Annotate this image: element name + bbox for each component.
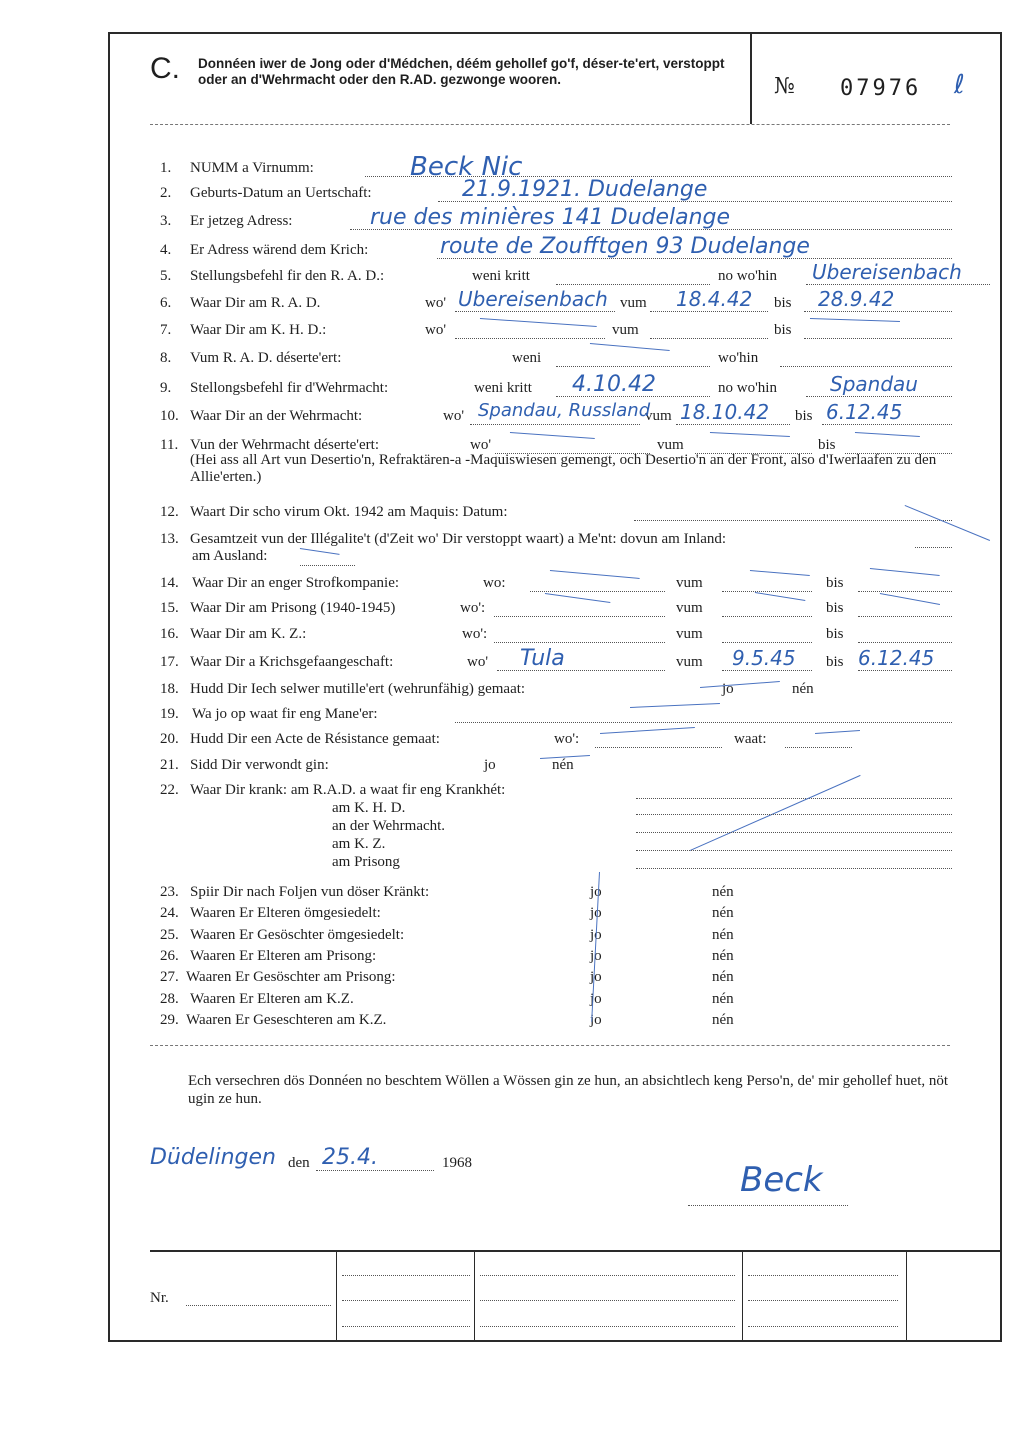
field-label: Hudd Dir Iech selwer mutille'ert (wehrunfähig) gemaat: [190,681,526,697]
field-label-continued: am Ausland: [192,548,268,564]
date-dotted-line [316,1170,434,1171]
field-label: Vun der Wehrmacht déserte'ert: [190,437,379,453]
field-sublabel: wo' [443,408,465,424]
header-divider [750,34,752,124]
field-number: 26. [160,948,179,964]
footer-col-divider [742,1250,743,1340]
field-dotted-line [858,591,952,592]
footer-dots [748,1300,898,1301]
field-dotted-line [806,284,990,285]
field-label: Waar Dir am K. H. D.: [190,322,327,338]
field-number: 2. [160,185,172,201]
field-sublabel: nén [712,1012,734,1028]
field-sublabel: wo'hin [718,350,759,366]
field-dotted-line [676,424,790,425]
field-sublabel: bis [774,295,792,311]
field-number: 14. [160,575,179,591]
declaration-text: Ech versechren dös Donnéen no beschtem Wöllen a Wössen gin ze hun, an absichtlech keng Perso'n, de' mir gehollef huet, nöt ugin ze hun. [188,1073,949,1107]
field-label: Vum R. A. D. déserte'ert: [190,350,342,366]
field-sublabel: nén [712,884,734,900]
field-number: 18. [160,681,179,697]
field-dotted-line [634,520,952,521]
handwritten-initial: ℓ [954,70,965,100]
field-sublabel: vum [645,408,672,424]
field-sublabel: am K. H. D. [332,800,406,816]
field-sublabel: wo': [462,626,488,642]
field-number: 21. [160,757,179,773]
field-dotted-line [636,798,952,799]
field-dotted-line [470,424,640,425]
nr-dotted-line [186,1305,331,1306]
field-sublabel: no wo'hin [718,268,777,284]
field-dotted-line [785,747,852,748]
field-label: Waar Dir am K. Z.: [190,626,307,642]
field-label: Waar Dir krank: am R.A.D. a waat fir eng Krankhét: [190,782,506,798]
handwritten-entry: Spandau, Russland [478,400,651,421]
field-sublabel: vum [676,626,703,642]
field-number: 28. [160,991,179,1007]
field-sublabel: jo [590,927,602,943]
field-number: 22. [160,782,179,798]
field-number: 7. [160,322,172,338]
field-label: Waart Dir scho virum Okt. 1942 am Maquis: Datum: [190,504,508,520]
field-dotted-line [455,338,605,339]
field-label: Spiir Dir nach Foljen vun döser Kränkt: [190,884,430,900]
field-note: (Hei ass all Art vun Desertio'n, Refraktären-a -Maquiswiesen gemengt, och Desertio'n an der Front, also d'Iwerlaafen zu den Allie'erten.) [190,452,937,485]
footer-col-divider [474,1250,475,1340]
handwritten-entry: 28.9.42 [818,287,895,311]
field-dotted-line [556,366,710,367]
field-number: 29. [160,1012,179,1028]
field-sublabel: bis [826,626,844,642]
field-sublabel: wo' [425,322,447,338]
field-sublabel: wo' [470,437,492,453]
field-sublabel: am K. Z. [332,836,386,852]
field-number: 1. [160,160,172,176]
field-number: 27. [160,969,179,985]
handwritten-entry: Beck Nic [410,152,523,182]
date-handwritten: 25.4. [322,1145,378,1170]
handwritten-entry: Ubereisenbach [812,260,962,284]
field-number: 13. [160,531,179,547]
field-dotted-line [636,832,952,833]
field-label: Gesamtzeit vun der Illégalite't (d'Zeit wo' Dir verstoppt waart) a Me'nt: dovun am Inland: [190,531,727,547]
field-sublabel: nén [712,927,734,943]
field-sublabel: nén [552,757,574,773]
field-number: 4. [160,242,172,258]
field-sublabel: jo [590,905,602,921]
field-number: 10. [160,408,179,424]
field-sublabel: wo' [425,295,447,311]
handwritten-entry: Ubereisenbach [458,287,608,311]
field-label: Waaren Er Geseschteren am K.Z. [186,1012,387,1028]
handwritten-entry: 4.10.42 [572,372,656,397]
field-dotted-line [806,396,952,397]
field-dotted-line [636,850,952,851]
handwritten-entry: 9.5.45 [732,646,796,670]
field-sublabel: no wo'hin [718,380,777,396]
handwritten-entry: 18.10.42 [680,400,770,424]
handwritten-entry: rue des minières 141 Dudelange [370,205,731,230]
field-sublabel: vum [676,575,703,591]
field-label: Er jetzeg Adress: [190,213,293,229]
number-label: № [774,74,795,99]
field-sublabel: an der Wehrmacht. [332,818,446,834]
field-dotted-line [455,311,615,312]
footer-dots [342,1275,470,1276]
field-sublabel: jo [590,884,602,900]
footer-dots [342,1300,470,1301]
field-number: 15. [160,600,179,616]
field-sublabel: bis [795,408,813,424]
field-sublabel: bis [826,575,844,591]
field-sublabel: nén [712,969,734,985]
field-sublabel: weni kritt [472,268,530,284]
field-number: 19. [160,706,179,722]
field-dotted-line [722,616,812,617]
field-number: 20. [160,731,179,747]
field-number: 24. [160,905,179,921]
field-label: Wa jo op waat fir eng Mane'er: [192,706,378,722]
field-sublabel: weni kritt [474,380,532,396]
field-label: Stellongsbefehl fir d'Wehrmacht: [190,380,389,396]
field-sublabel: nén [792,681,814,697]
field-sublabel: weni [512,350,542,366]
field-dotted-line [804,338,952,339]
handwritten-entry: 6.12.45 [826,400,903,424]
field-sublabel: wo: [483,575,506,591]
field-sublabel: bis [818,437,836,453]
field-sublabel: waat: [734,731,767,747]
field-sublabel: jo [590,1012,602,1028]
field-dotted-line [915,547,952,548]
handwritten-entry: Tula [520,646,565,671]
handwritten-entry: Spandau [830,372,918,396]
field-label: Waaren Er Elteren am Prisong: [190,948,377,964]
footer-dots [342,1326,470,1327]
field-number: 5. [160,268,172,284]
footer-col-divider [906,1250,907,1340]
footer-dots [480,1300,735,1301]
field-dotted-line [455,722,952,723]
field-dotted-line [722,591,812,592]
den-label: den [288,1155,310,1171]
field-number: 17. [160,654,179,670]
field-label: Waaren Er Gesöschter am Prisong: [186,969,396,985]
field-dotted-line [858,670,952,671]
field-label: Waaren Er Elteren ömgesiedelt: [190,905,381,921]
field-sublabel: jo [484,757,496,773]
field-sublabel: nén [712,991,734,1007]
field-number: 9. [160,380,172,396]
field-label: Waar Dir am R. A. D. [190,295,321,311]
footer-dots [480,1326,735,1327]
footer-dots [748,1275,898,1276]
field-number: 16. [160,626,179,642]
field-sublabel: nén [712,948,734,964]
field-dotted-line [556,284,710,285]
field-sublabel: vum [676,654,703,670]
field-sublabel: vum [657,437,684,453]
handwritten-entry: 6.12.45 [858,646,935,670]
field-sublabel: vum [620,295,647,311]
footer-col-divider [336,1250,337,1340]
field-sublabel: jo [590,991,602,1007]
field-dotted-line [804,311,952,312]
field-dotted-line [636,868,952,869]
place-handwritten: Düdelingen [150,1145,276,1170]
field-number: 12. [160,504,179,520]
declaration-separator [150,1045,950,1046]
field-dotted-line [494,616,665,617]
form-number: 07976 [840,76,922,101]
field-sublabel: vum [612,322,639,338]
field-label: NUMM a Virnumm: [190,160,314,176]
field-dotted-line [780,366,952,367]
field-number: 6. [160,295,172,311]
footer-dots [480,1275,735,1276]
field-dotted-line [650,311,768,312]
field-dotted-line [636,814,952,815]
field-label: Waaren Er Elteren am K.Z. [190,991,354,1007]
field-sublabel: am Prisong [332,854,400,870]
field-label: Waaren Er Gesöschter ömgesiedelt: [190,927,405,943]
form-heading: Donnéen iwer de Jong oder d'Médchen, déém gehollef go'f, déser-te'ert, verstoppt oder an d'Wehrmacht oder den R.AD. gezwonge wooren. [198,56,725,87]
year-label: 1968 [442,1155,472,1171]
field-sublabel: wo': [554,731,580,747]
field-sublabel: jo [722,681,734,697]
signature: Beck [740,1160,823,1200]
header-separator [150,124,950,125]
field-label: Er Adress wärend dem Krich: [190,242,369,258]
field-label: Sidd Dir verwondt gin: [190,757,329,773]
signature-line [688,1205,848,1206]
footer-dots [748,1326,898,1327]
field-sublabel: wo' [467,654,489,670]
field-label: Geburts-Datum an Uertschaft: [190,185,372,201]
handwritten-entry: 18.4.42 [676,287,753,311]
field-dotted-line [595,747,722,748]
field-label: Stellungsbefehl fir den R. A. D.: [190,268,385,284]
field-sublabel: jo [590,948,602,964]
field-dotted-line [858,642,952,643]
field-number: 3. [160,213,172,229]
field-dotted-line [530,591,665,592]
field-number: 11. [160,437,179,453]
field-dotted-line [858,616,952,617]
nr-label: Nr. [150,1290,169,1306]
field-sublabel: jo [590,969,602,985]
field-dotted-line [494,642,665,643]
field-sublabel: bis [826,600,844,616]
field-sublabel: bis [774,322,792,338]
field-dotted-line [650,338,768,339]
field-dotted-line [300,565,355,566]
field-number: 25. [160,927,179,943]
handwritten-entry: route de Zoufftgen 93 Dudelange [440,234,810,259]
field-number: 8. [160,350,172,366]
section-letter: C. [150,52,180,85]
field-label: Waar Dir an enger Strofkompanie: [192,575,400,591]
field-label: Waar Dir a Krichsgefaangeschaft: [190,654,394,670]
field-dotted-line [722,642,812,643]
field-label: Waar Dir an der Wehrmacht: [190,408,363,424]
handwritten-entry: 21.9.1921. Dudelange [462,177,708,202]
field-number: 23. [160,884,179,900]
field-dotted-line [822,424,952,425]
field-sublabel: vum [676,600,703,616]
field-sublabel: nén [712,905,734,921]
field-sublabel: bis [826,654,844,670]
field-sublabel: wo': [460,600,486,616]
field-label: Waar Dir am Prisong (1940-1945) [190,600,396,616]
field-dotted-line [722,670,812,671]
field-label: Hudd Dir een Acte de Résistance gemaat: [190,731,440,747]
